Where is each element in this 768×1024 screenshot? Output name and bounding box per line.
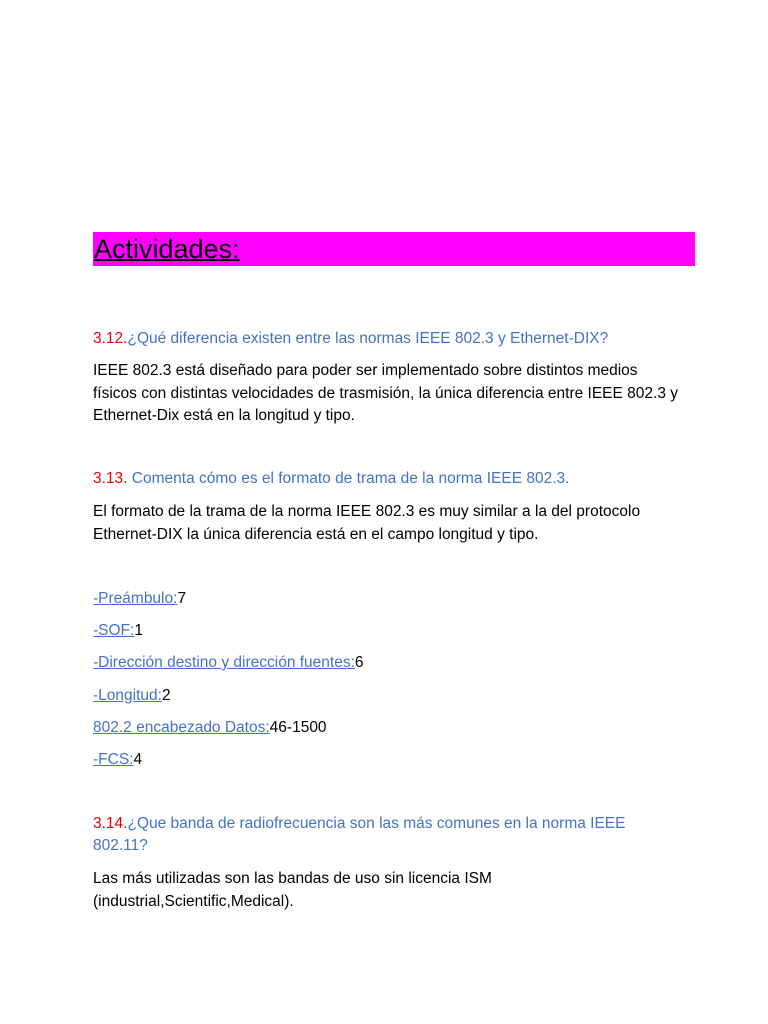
field-fcs — [93, 750, 142, 770]
field-preambulo — [93, 589, 186, 609]
question-3-13 — [93, 468, 693, 490]
question-number: 3.12. — [93, 330, 128, 347]
answer-3-14: Las más utilizadas son las bandas de uso sin licencia ISM (industrial,Scientific,Medical). — [93, 870, 492, 910]
field-label[interactable]: -FCS: — [93, 751, 134, 768]
field-longitud — [93, 686, 171, 706]
field-value: 7 — [177, 590, 187, 607]
field-value: 46-1500 — [269, 719, 327, 736]
field-label[interactable]: -Longitud: — [93, 687, 162, 704]
question-text: ¿Qué diferencia existen entre las normas IEEE 802.3 y Ethernet-DIX? — [127, 330, 609, 347]
field-sof — [93, 621, 143, 641]
answer-3-12: IEEE 802.3 está diseñado para poder ser implementado sobre distintos medios físicos con distintas velocidades de trasmisión, la única diferencia entre IEEE 802.3 y Ethernet-Dix está en la longitud y tipo. — [93, 362, 679, 424]
field-value: 2 — [161, 687, 171, 704]
question-text: ¿Que banda de radiofrecuencia son las más comunes en la norma IEEE 802.11? — [93, 815, 626, 854]
question-3-12 — [93, 328, 693, 350]
question-number: 3.13. — [93, 470, 128, 487]
field-label[interactable]: -Preámbulo: — [93, 590, 178, 607]
question-text: Comenta cómo es el formato de trama de la norma IEEE 802.3. — [127, 470, 570, 487]
field-value: 4 — [133, 751, 143, 768]
field-value: 1 — [134, 622, 143, 639]
field-value: 6 — [354, 654, 364, 671]
field-direcciones — [93, 653, 364, 673]
field-datos — [93, 718, 327, 738]
page-title: Actividades: — [93, 232, 695, 266]
field-label[interactable]: 802.2 encabezado Datos: — [93, 719, 270, 736]
question-3-14 — [93, 813, 673, 857]
field-label[interactable]: -Dirección destino y dirección fuentes: — [93, 654, 355, 671]
field-label[interactable]: -SOF: — [93, 622, 135, 639]
answer-3-13: El formato de la trama de la norma IEEE 802.3 es muy similar a la del protocolo Ethernet-DIX la única diferencia está en el campo longitud y tipo. — [93, 503, 641, 543]
question-number: 3.14. — [93, 815, 128, 832]
